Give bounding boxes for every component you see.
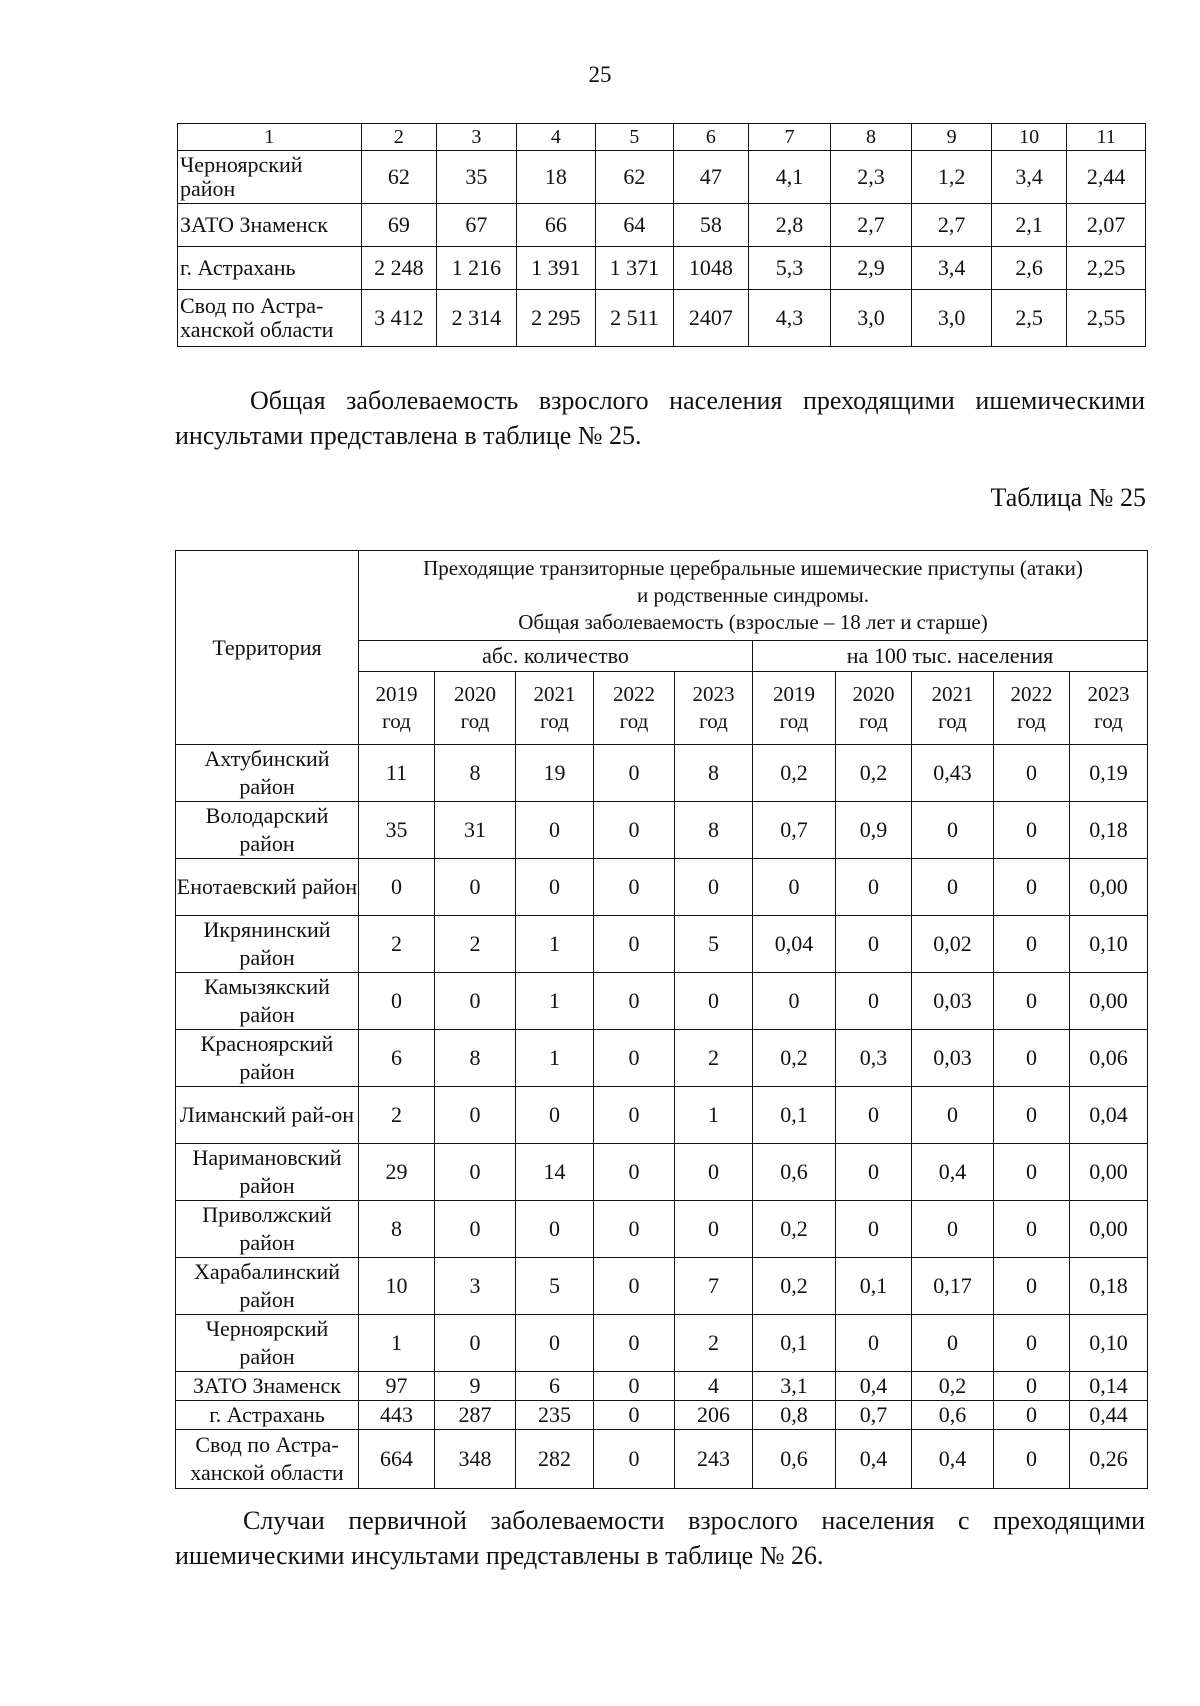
value-cell: 1: [516, 916, 594, 973]
value-cell: 3,0: [830, 290, 912, 347]
territory-cell: Черноярский район: [176, 1315, 359, 1372]
table-25: [175, 550, 1148, 1489]
value-cell: 1 371: [596, 247, 674, 290]
value-cell: 0: [516, 1315, 594, 1372]
year-value: 2020: [454, 682, 496, 706]
table-row: [176, 1201, 1148, 1258]
value-cell: 0: [516, 802, 594, 859]
territory-cell: Лиманский рай-он: [176, 1087, 359, 1144]
year-header: [1070, 672, 1148, 745]
territory-cell: Приволжский район: [176, 1201, 359, 1258]
column-number: 10: [991, 124, 1066, 151]
value-cell: 2,7: [830, 204, 912, 247]
column-number: 1: [178, 124, 362, 151]
value-cell: 0: [435, 1144, 516, 1201]
value-cell: 3,1: [753, 1372, 836, 1401]
value-cell: 11: [359, 745, 435, 802]
territory-cell: Свод по Астра-ханской области: [178, 290, 362, 347]
value-cell: 8: [435, 745, 516, 802]
value-cell: 0: [836, 1087, 912, 1144]
year-unit: год: [1017, 709, 1046, 733]
value-cell: 0: [753, 859, 836, 916]
table-row: [176, 1372, 1148, 1401]
value-cell: 2: [675, 1030, 753, 1087]
value-cell: 0: [994, 859, 1070, 916]
table-row: [176, 1315, 1148, 1372]
year-value: 2021: [931, 682, 974, 706]
value-cell: 6: [516, 1372, 594, 1401]
value-cell: 1 391: [516, 247, 596, 290]
value-cell: 0: [912, 802, 994, 859]
value-cell: 0,18: [1070, 802, 1148, 859]
value-cell: 0,14: [1070, 1372, 1148, 1401]
value-cell: 0,18: [1070, 1258, 1148, 1315]
year-header: [359, 672, 435, 745]
value-cell: 0,00: [1070, 859, 1148, 916]
year-value: 2019: [773, 682, 815, 706]
value-cell: 3 412: [361, 290, 436, 347]
value-cell: 1: [675, 1087, 753, 1144]
value-cell: 6: [359, 1030, 435, 1087]
value-cell: 8: [675, 745, 753, 802]
value-cell: 0: [836, 1144, 912, 1201]
year-unit: год: [938, 709, 967, 733]
value-cell: 62: [596, 151, 674, 204]
value-cell: 0,00: [1070, 1144, 1148, 1201]
value-cell: 35: [359, 802, 435, 859]
value-cell: 19: [516, 745, 594, 802]
table-title-line: Преходящие транзиторные церебральные ишемические приступы (атаки): [423, 556, 1083, 580]
value-cell: 0,7: [753, 802, 836, 859]
value-cell: 0,3: [836, 1030, 912, 1087]
value-cell: 2 295: [516, 290, 596, 347]
table-title: [359, 551, 1148, 641]
value-cell: 0: [994, 1144, 1070, 1201]
value-cell: 0,03: [912, 973, 994, 1030]
year-header: [836, 672, 912, 745]
value-cell: 206: [675, 1401, 753, 1430]
value-cell: 18: [516, 151, 596, 204]
value-cell: 1,2: [912, 151, 992, 204]
territory-cell: Черноярский район: [178, 151, 362, 204]
value-cell: 0: [912, 1315, 994, 1372]
value-cell: 0,2: [753, 1030, 836, 1087]
column-number: 7: [749, 124, 831, 151]
year-unit: год: [460, 709, 490, 733]
value-cell: 0,6: [753, 1144, 836, 1201]
value-cell: 0: [594, 1372, 675, 1401]
paragraph-next: Случаи первичной заболеваемости взрослого населения с преходящими ишемическими инсультами представлены в таблице № 26.: [175, 1506, 1145, 1570]
value-cell: 0,2: [912, 1372, 994, 1401]
value-cell: 8: [675, 802, 753, 859]
value-cell: 0: [435, 973, 516, 1030]
value-cell: 1: [359, 1315, 435, 1372]
value-cell: 2,7: [912, 204, 992, 247]
value-cell: 67: [437, 204, 517, 247]
year-header: [753, 672, 836, 745]
value-cell: 0: [836, 916, 912, 973]
value-cell: 97: [359, 1372, 435, 1401]
table-row: [176, 859, 1148, 916]
value-cell: 0,2: [753, 745, 836, 802]
table-row: [176, 1087, 1148, 1144]
value-cell: 0: [359, 973, 435, 1030]
value-cell: 0: [675, 859, 753, 916]
value-cell: 1 216: [437, 247, 517, 290]
value-cell: 58: [673, 204, 748, 247]
value-cell: 0: [994, 1030, 1070, 1087]
table-row: [178, 247, 1146, 290]
value-cell: 0,04: [753, 916, 836, 973]
value-cell: 0: [594, 745, 675, 802]
year-unit: год: [699, 709, 728, 733]
value-cell: 0,4: [836, 1372, 912, 1401]
value-cell: 0: [836, 1315, 912, 1372]
value-cell: 0,04: [1070, 1087, 1148, 1144]
territory-cell: Енотаевский район: [176, 859, 359, 916]
value-cell: 0,00: [1070, 973, 1148, 1030]
column-number: 9: [912, 124, 992, 151]
table-row: [176, 973, 1148, 1030]
value-cell: 2: [359, 916, 435, 973]
territory-cell: Володарский район: [176, 802, 359, 859]
value-cell: 0,4: [912, 1144, 994, 1201]
value-cell: 2 314: [437, 290, 517, 347]
value-cell: 0: [594, 973, 675, 1030]
column-number: 5: [596, 124, 674, 151]
territory-cell: ЗАТО Знаменск: [178, 204, 362, 247]
value-cell: 2: [675, 1315, 753, 1372]
value-cell: 0: [994, 1201, 1070, 1258]
table-row: [176, 1401, 1148, 1430]
value-cell: 0: [994, 1315, 1070, 1372]
year-unit: год: [779, 709, 809, 733]
value-cell: 2 248: [361, 247, 436, 290]
table-row: [176, 802, 1148, 859]
territory-cell: Наримановский район: [176, 1144, 359, 1201]
territory-cell: г. Астрахань: [178, 247, 362, 290]
value-cell: 0,26: [1070, 1430, 1148, 1489]
value-cell: 10: [359, 1258, 435, 1315]
value-cell: 29: [359, 1144, 435, 1201]
value-cell: 0: [912, 1201, 994, 1258]
territory-cell: Свод по Астра-ханской области: [176, 1430, 359, 1489]
value-cell: 0: [912, 859, 994, 916]
value-cell: 2,8: [749, 204, 831, 247]
value-cell: 0,44: [1070, 1401, 1148, 1430]
value-cell: 0: [994, 1430, 1070, 1489]
value-cell: 1: [516, 973, 594, 1030]
territory-cell: ЗАТО Знаменск: [176, 1372, 359, 1401]
value-cell: 0: [994, 1087, 1070, 1144]
value-cell: 0,2: [753, 1201, 836, 1258]
value-cell: 3: [435, 1258, 516, 1315]
year-value: 2023: [1087, 682, 1130, 706]
value-cell: 0,43: [912, 745, 994, 802]
value-cell: 8: [359, 1201, 435, 1258]
value-cell: 0: [516, 1201, 594, 1258]
value-cell: 0: [594, 859, 675, 916]
value-cell: 0: [675, 1144, 753, 1201]
value-cell: 0,4: [836, 1430, 912, 1489]
value-cell: 2,1: [991, 204, 1066, 247]
year-header: [994, 672, 1070, 745]
value-cell: 0: [994, 1372, 1070, 1401]
value-cell: 0,1: [753, 1315, 836, 1372]
value-cell: 0: [912, 1087, 994, 1144]
table-row: [178, 151, 1146, 204]
value-cell: 2,9: [830, 247, 912, 290]
table-title-row: [176, 551, 1148, 641]
value-cell: 7: [675, 1258, 753, 1315]
group-header-per-100k: на 100 тыс. населения: [753, 641, 1148, 672]
table-row: [176, 1030, 1148, 1087]
value-cell: 0,06: [1070, 1030, 1148, 1087]
value-cell: 0,00: [1070, 1201, 1148, 1258]
value-cell: 2,5: [991, 290, 1066, 347]
column-number: 11: [1067, 124, 1146, 151]
value-cell: 66: [516, 204, 596, 247]
value-cell: 3,0: [912, 290, 992, 347]
value-cell: 0,9: [836, 802, 912, 859]
value-cell: 9: [435, 1372, 516, 1401]
territory-cell: Ахтубинский район: [176, 745, 359, 802]
year-header: [594, 672, 675, 745]
value-cell: 3,4: [912, 247, 992, 290]
value-cell: 0,10: [1070, 916, 1148, 973]
value-cell: 0: [435, 1315, 516, 1372]
value-cell: 3,4: [991, 151, 1066, 204]
value-cell: 0,6: [912, 1401, 994, 1430]
value-cell: 443: [359, 1401, 435, 1430]
value-cell: 0,8: [753, 1401, 836, 1430]
table-row: [178, 290, 1146, 347]
year-unit: год: [540, 709, 569, 733]
paragraph-intro: Общая заболеваемость взрослого населения преходящими ишемическими инсультами представлена в таблице № 25.: [175, 386, 1145, 450]
value-cell: 0: [994, 1401, 1070, 1430]
column-number: 3: [437, 124, 517, 151]
value-cell: 0: [594, 1144, 675, 1201]
value-cell: 0: [594, 1030, 675, 1087]
table-row: [176, 745, 1148, 802]
column-number: 6: [673, 124, 748, 151]
value-cell: 2,6: [991, 247, 1066, 290]
value-cell: 0,19: [1070, 745, 1148, 802]
value-cell: 0,03: [912, 1030, 994, 1087]
value-cell: 0,2: [836, 745, 912, 802]
column-number: 2: [361, 124, 436, 151]
value-cell: 235: [516, 1401, 594, 1430]
column-number: 8: [830, 124, 912, 151]
value-cell: 0: [836, 1201, 912, 1258]
value-cell: 62: [361, 151, 436, 204]
table-row: [176, 1258, 1148, 1315]
territory-cell: Харабалинский район: [176, 1258, 359, 1315]
value-cell: 348: [435, 1430, 516, 1489]
value-cell: 0: [994, 745, 1070, 802]
value-cell: 0: [836, 859, 912, 916]
year-header: [516, 672, 594, 745]
value-cell: 4,3: [749, 290, 831, 347]
value-cell: 0: [594, 1258, 675, 1315]
value-cell: 0: [435, 1201, 516, 1258]
table-caption: Таблица № 25: [990, 483, 1146, 512]
year-value: 2019: [375, 682, 418, 706]
value-cell: 0: [675, 973, 753, 1030]
value-cell: 0: [994, 973, 1070, 1030]
value-cell: 0: [594, 1087, 675, 1144]
value-cell: 0: [516, 1087, 594, 1144]
table-row: [176, 1430, 1148, 1489]
value-cell: 0,1: [836, 1258, 912, 1315]
table-title-line: Общая заболеваемость (взрослые – 18 лет и старше): [518, 610, 988, 634]
value-cell: 0,17: [912, 1258, 994, 1315]
value-cell: 5,3: [749, 247, 831, 290]
value-cell: 0,4: [912, 1430, 994, 1489]
territory-cell: Икрянинский район: [176, 916, 359, 973]
value-cell: 2,3: [830, 151, 912, 204]
value-cell: 287: [435, 1401, 516, 1430]
value-cell: 1048: [673, 247, 748, 290]
year-unit: год: [1094, 709, 1123, 733]
value-cell: 47: [673, 151, 748, 204]
year-value: 2022: [1010, 682, 1053, 706]
value-cell: 664: [359, 1430, 435, 1489]
value-cell: 5: [675, 916, 753, 973]
value-cell: 2,25: [1067, 247, 1146, 290]
value-cell: 0: [594, 1315, 675, 1372]
value-cell: 2,55: [1067, 290, 1146, 347]
value-cell: 2: [435, 916, 516, 973]
value-cell: 0: [594, 1430, 675, 1489]
year-value: 2021: [533, 682, 576, 706]
value-cell: 0: [675, 1201, 753, 1258]
value-cell: 8: [435, 1030, 516, 1087]
value-cell: 0,2: [753, 1258, 836, 1315]
territory-cell: г. Астрахань: [176, 1401, 359, 1430]
value-cell: 1: [516, 1030, 594, 1087]
value-cell: 243: [675, 1430, 753, 1489]
value-cell: 14: [516, 1144, 594, 1201]
value-cell: 4,1: [749, 151, 831, 204]
value-cell: 0: [594, 1201, 675, 1258]
value-cell: 0: [516, 859, 594, 916]
value-cell: 69: [361, 204, 436, 247]
table-title-line: и родственные синдромы.: [636, 583, 870, 607]
value-cell: 0: [435, 1087, 516, 1144]
value-cell: 2 511: [596, 290, 674, 347]
table-row: [178, 204, 1146, 247]
territory-cell: Камызякский район: [176, 973, 359, 1030]
value-cell: 0: [994, 802, 1070, 859]
value-cell: 0,7: [836, 1401, 912, 1430]
value-cell: 0: [594, 1401, 675, 1430]
page-number: 25: [588, 62, 612, 87]
value-cell: 0,6: [753, 1430, 836, 1489]
value-cell: 0: [836, 973, 912, 1030]
value-cell: 5: [516, 1258, 594, 1315]
year-value: 2022: [613, 682, 655, 706]
table-row: [176, 1144, 1148, 1201]
value-cell: 282: [516, 1430, 594, 1489]
value-cell: 0,1: [753, 1087, 836, 1144]
value-cell: 4: [675, 1372, 753, 1401]
table-row: [176, 916, 1148, 973]
value-cell: 2: [359, 1087, 435, 1144]
value-cell: 64: [596, 204, 674, 247]
year-unit: год: [619, 709, 649, 733]
territory-cell: Красноярский район: [176, 1030, 359, 1087]
value-cell: 0,10: [1070, 1315, 1148, 1372]
value-cell: 0,02: [912, 916, 994, 973]
table-continued: [177, 123, 1146, 347]
value-cell: 0: [994, 916, 1070, 973]
value-cell: 0: [994, 1258, 1070, 1315]
year-header: [675, 672, 753, 745]
year-header: [912, 672, 994, 745]
year-value: 2023: [692, 682, 735, 706]
value-cell: 31: [435, 802, 516, 859]
table-header-row: [178, 124, 1146, 151]
value-cell: 2407: [673, 290, 748, 347]
value-cell: 0: [594, 802, 675, 859]
year-header: [435, 672, 516, 745]
value-cell: 35: [437, 151, 517, 204]
year-value: 2020: [852, 682, 895, 706]
column-number: 4: [516, 124, 596, 151]
value-cell: 2,44: [1067, 151, 1146, 204]
year-unit: год: [382, 709, 411, 733]
value-cell: 0: [435, 859, 516, 916]
territory-header: Территория: [176, 551, 359, 745]
value-cell: 2,07: [1067, 204, 1146, 247]
year-unit: год: [859, 709, 888, 733]
value-cell: 0: [594, 916, 675, 973]
value-cell: 0: [753, 973, 836, 1030]
value-cell: 0: [359, 859, 435, 916]
group-header-absolute: абс. количество: [359, 641, 753, 672]
